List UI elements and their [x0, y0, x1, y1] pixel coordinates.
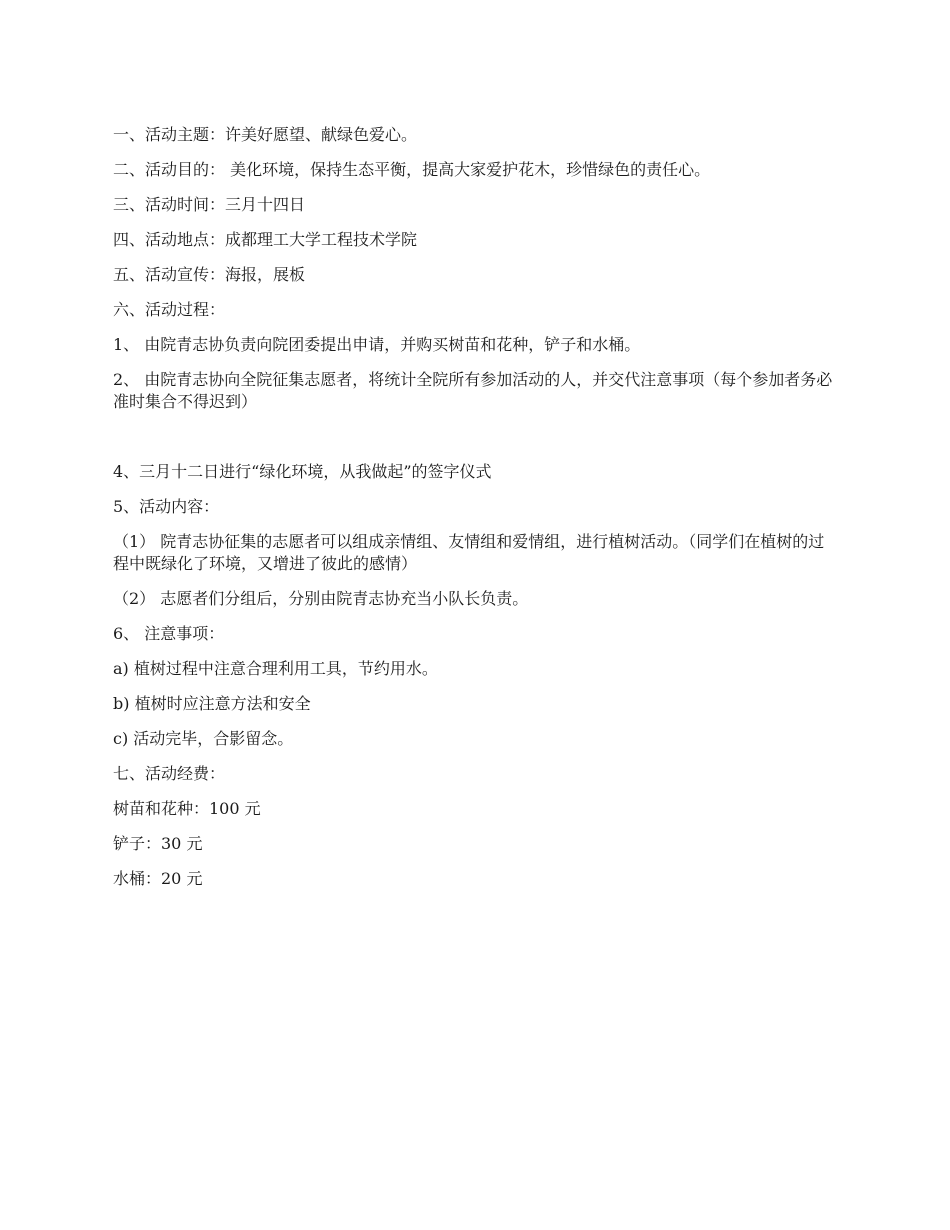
- note-c: c) 活动完毕，合影留念。: [113, 729, 294, 748]
- budget-heading: 七、活动经费：: [113, 764, 226, 783]
- document-body: [113, 124, 838, 903]
- budget-shovels: 铲子：30 元: [113, 834, 203, 853]
- activity-content-heading: 5、活动内容：: [113, 497, 220, 516]
- process-step-2: 2、 由院青志协向全院征集志愿者，将统计全院所有参加活动的人，并交代注意事项（每个参加者务必准时集合不得迟到）: [113, 370, 833, 411]
- note-b: b) 植树时应注意方法和安全: [113, 694, 311, 713]
- notes-heading: 6、 注意事项：: [113, 624, 225, 643]
- process-step-4: 4、三月十二日进行“绿化环境，从我做起”的签字仪式: [113, 462, 492, 481]
- activity-time: 三、活动时间：三月十四日: [113, 195, 306, 214]
- activity-content-1: （1） 院青志协征集的志愿者可以组成亲情组、友情组和爱情组，进行植树活动。（同学们在植树的过程中既绿化了环境，又增进了彼此的感情）: [113, 532, 825, 573]
- activity-publicity: 五、活动宣传：海报，展板: [113, 265, 306, 284]
- note-a: a) 植树过程中注意合理利用工具，节约用水。: [113, 659, 438, 678]
- activity-process-heading: 六、活动过程：: [113, 300, 226, 319]
- activity-theme: 一、活动主题：许美好愿望、献绿色爱心。: [113, 125, 418, 144]
- process-step-1: 1、 由院青志协负责向院团委提出申请，并购买树苗和花种，铲子和水桶。: [113, 335, 641, 354]
- activity-purpose: 二、活动目的： 美化环境，保持生态平衡，提高大家爱护花木，珍惜绿色的责任心。: [113, 160, 711, 179]
- activity-content-2: （2） 志愿者们分组后，分别由院青志协充当小队长负责。: [113, 589, 529, 608]
- budget-seedlings: 树苗和花种：100 元: [113, 799, 261, 818]
- blank-gap: [113, 426, 838, 461]
- activity-location: 四、活动地点：成都理工大学工程技术学院: [113, 230, 418, 249]
- budget-buckets: 水桶：20 元: [113, 869, 203, 888]
